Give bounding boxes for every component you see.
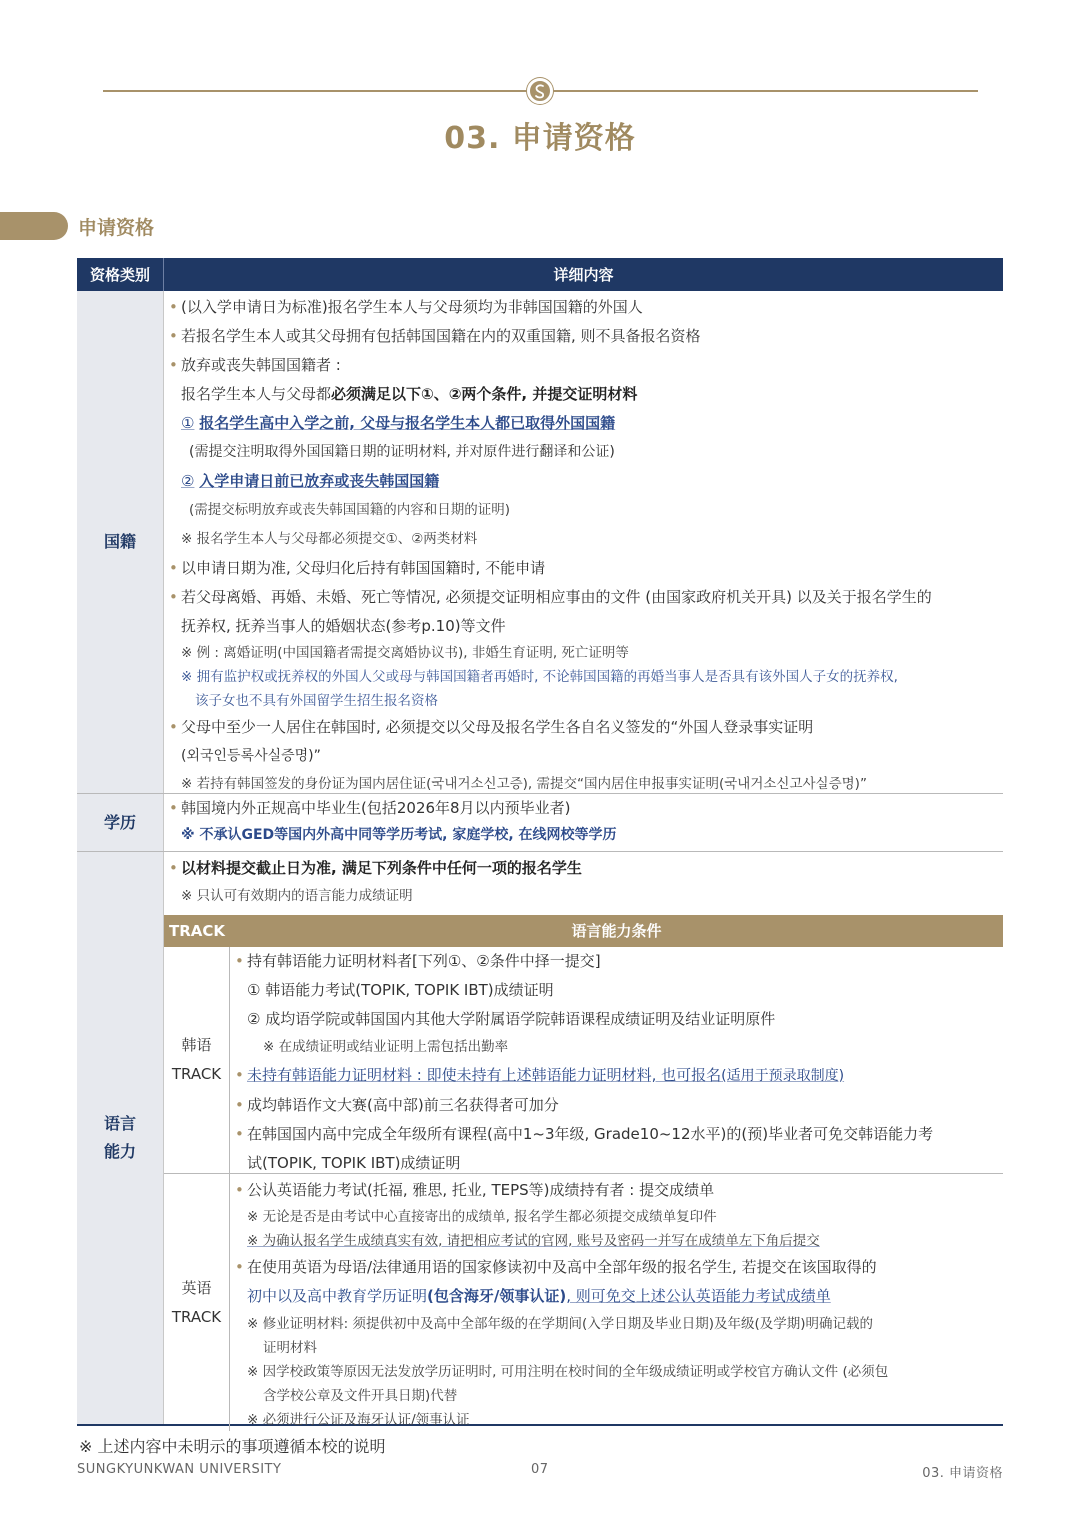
track-word: TRACK: [171, 1307, 222, 1326]
korean-track-row: [164, 947, 1003, 1174]
language-requirement: 以材料提交截止日为准, 满足下列条件中任何一项的报名学生: [181, 859, 582, 877]
note-cont: 含学校公章及文件开具日期)代替: [263, 1388, 458, 1404]
list-item: • 父母中至少一人居住在韩国时, 必须提交以父母及报名学生各自名义签发的“外国人登录事实证明: [169, 713, 999, 742]
list-item: ① 韩语能力考试(TOPIK, TOPIK IBT)成绩证明: [247, 981, 554, 999]
korean-track-label: [164, 947, 230, 1173]
korean-track-content: [230, 947, 1003, 1173]
condition-header: 语言能力条件: [571, 921, 662, 940]
list-item: [169, 854, 999, 883]
list-item: • 放弃或丧失韩国国籍者 :: [169, 351, 999, 380]
list-item: [169, 380, 999, 409]
condition-intro-bold: 必须满足以下①、②两个条件, 并提交证明材料: [331, 385, 638, 403]
condition-1-note: (需提交注明取得外国国籍日期的证明材料, 并对原件进行翻译和公证): [189, 444, 615, 460]
note-cont: 证明材料: [263, 1340, 317, 1356]
row-nationality: [77, 291, 1003, 794]
condition-intro: 报名学生本人与父母都: [181, 385, 332, 403]
note: ※ 只认可有效期内的语言能力成绩证明: [181, 888, 413, 904]
category-nationality: 国籍: [77, 291, 164, 793]
note: ※ 为确认报名学生成绩真实有效, 请把相应考试的官网, 账号及密码一并写在成绩单左下角后提交: [247, 1233, 820, 1249]
note: ※ 修业证明材料: 须提供初中及高中全部年级的在学期间(入学日期及毕业日期)及年级(及学期)明确记载的: [247, 1316, 874, 1332]
list-item: • 公认英语能力考试(托福, 雅思, 托业, TEPS等)成绩持有者 : 提交成绩单: [235, 1176, 999, 1205]
condition-2-note: (需提交标明放弃或丧失韩国国籍的内容和日期的证明): [189, 502, 511, 518]
edu-cert-text: 初中以及高中教育学历证明: [247, 1287, 428, 1305]
track-name: 英语: [181, 1278, 212, 1297]
list-item: ② 成均语学院或韩国国内其他大学附属语学院韩语课程成绩证明及结业证明原件: [247, 1010, 776, 1028]
category-language-line1: 语言: [103, 1114, 136, 1133]
row-education: [77, 794, 1003, 852]
row-language: [77, 852, 1003, 1426]
list-item: • 在使用英语为母语/法律通用语的国家修读初中及高中全部年级的报名学生, 若提交在该国取得的: [235, 1253, 999, 1282]
section-title: 申请资格: [78, 217, 155, 239]
section-tab-marker: [0, 212, 68, 240]
list-item-cont: 抚养权, 抚养当事人的婚姻状态(参考p.10)等文件: [181, 617, 506, 635]
condition-1-text: 报名学生高中入学之前, 父母与报名学生本人都已取得外国国籍: [199, 414, 616, 432]
list-item: [235, 1061, 999, 1091]
note-blue: ※ 拥有监护权或抚养权的外国人父或母与韩国国籍者再婚时, 不论韩国国籍的再婚当事人是否具有该外国人子女的抚养权,: [181, 669, 898, 685]
education-note: ※ 不承认GED等国内外高中同等学历考试, 家庭学校, 在线网校等学历: [181, 827, 617, 843]
header-category: 资格类别: [77, 258, 164, 291]
edu-cert-exempt: , 则可免交上述公认英语能力考试成绩单: [566, 1287, 831, 1305]
list-item: • 持有韩语能力证明材料者[下列①、②条件中择一提交]: [235, 947, 999, 976]
list-item: • 成均韩语作文大赛(高中部)前三名获得者可加分: [235, 1091, 999, 1120]
category-education: 学历: [77, 794, 164, 851]
english-track-content: [230, 1174, 1003, 1431]
condition-1: [169, 409, 999, 438]
university-logo-icon: [527, 78, 553, 104]
header-detail: 详细内容: [553, 266, 614, 284]
eligibility-table: [77, 258, 1003, 1426]
list-item-cont: [235, 1282, 999, 1311]
footer-university: SUNGKYUNKWAN UNIVERSITY: [77, 1462, 282, 1477]
note: ※ 例 : 离婚证明(中国国籍者需提交离婚协议书), 非婚生育证明, 死亡证明等: [181, 645, 629, 661]
list-item: • (以入学申请日为标准)报名学生本人与父母须均为非韩国国籍的外国人: [169, 293, 999, 322]
footer-page-number: 07: [531, 1462, 549, 1477]
pre-admission-note: (适用于预录取制度): [721, 1068, 845, 1084]
list-item-cont: (외국인등록사실증명)”: [181, 748, 321, 764]
footnote: ※ 上述内容中未明示的事项遵循本校的说明: [79, 1437, 386, 1456]
edu-cert-bold: (包含海牙/领事认证): [427, 1287, 567, 1305]
condition-2-text: 入学申请日前已放弃或丧失韩国国籍: [199, 472, 440, 490]
note: ※ 若持有韩国签发的身份证为国内居住证(국내거소신고증), 需提交“国内居住申报事实证明(국내거소신고사실증명)”: [181, 776, 867, 792]
note: ※ 在成绩证明或结业证明上需包括出勤率: [263, 1039, 509, 1055]
english-track-row: [164, 1174, 1003, 1431]
footer-section: 03. 申请资格: [922, 1466, 1003, 1481]
list-item: • 若报名学生本人或其父母拥有包括韩国国籍在内的双重国籍, 则不具备报名资格: [169, 322, 999, 351]
note: ※ 无论是否是由考试中心直接寄出的成绩单, 报名学生都必须提交成绩单复印件: [247, 1209, 717, 1225]
condition-2: [169, 467, 999, 496]
language-content: [164, 852, 1003, 1428]
condition-1-mark: ①: [181, 414, 195, 432]
note: ※ 因学校政策等原因无法发放学历证明时, 可用注明在校时间的全年级成绩证明或学校官方确认文件 (必须包: [247, 1364, 889, 1380]
category-language-line2: 能力: [103, 1142, 136, 1161]
page-title: 03. 申请资格: [444, 121, 636, 156]
list-item: • 在韩国国内高中完成全年级所有课程(高中1~3年级, Grade10~12水平)的(预)毕业者可免交韩语能力考: [235, 1120, 999, 1149]
track-table-header: [164, 915, 1003, 947]
note-blue-cont: 该子女也不具有外国留学生招生报名资格: [195, 693, 438, 709]
track-header: TRACK: [168, 921, 226, 940]
category-language: [77, 852, 164, 1424]
track-table: [164, 915, 1003, 1431]
english-track-label: [164, 1174, 230, 1431]
list-item: • 以申请日期为准, 父母归化后持有韩国国籍时, 不能申请: [169, 554, 999, 583]
note: ※ 报名学生本人与父母都必须提交①、②两类材料: [181, 531, 478, 547]
list-item: • 韩国境内外正规高中毕业生(包括2026年8月以内预毕业者): [169, 795, 999, 822]
list-item: • 若父母离婚、再婚、未婚、死亡等情况, 必须提交证明相应事由的文件 (由国家政府机关开具) 以及关于报名学生的: [169, 583, 999, 612]
no-korean-cert-text: 未持有韩语能力证明材料 : 即使未持有上述韩语能力证明材料, 也可报名: [247, 1066, 722, 1084]
track-word: TRACK: [171, 1065, 222, 1083]
condition-2-mark: ②: [181, 472, 195, 490]
education-content: [164, 794, 1003, 851]
track-name: 韩语: [181, 1036, 212, 1054]
table-header: [77, 258, 1003, 291]
note: ※ 必须进行公证及海牙认证/领事认证: [247, 1412, 470, 1428]
list-item-cont: 试(TOPIK, TOPIK IBT)成绩证明: [247, 1154, 461, 1172]
nationality-content: [164, 291, 1003, 793]
